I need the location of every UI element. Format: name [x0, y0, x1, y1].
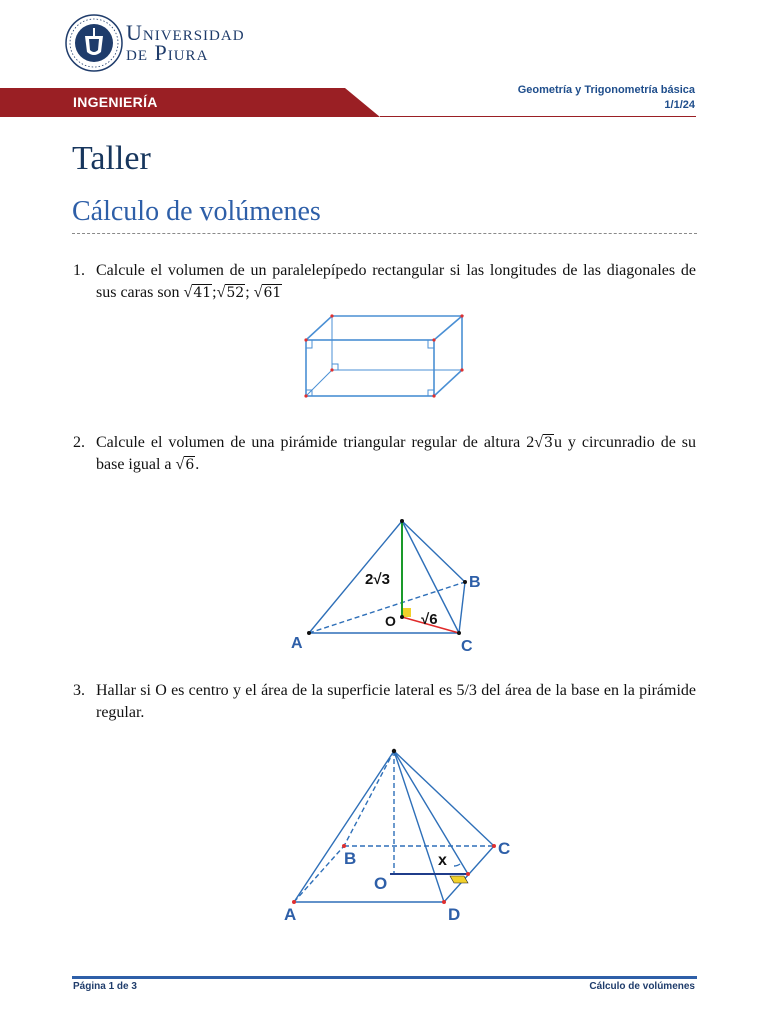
problem-2-statement-a: Calcule el volumen de una pirámide triangular regular de altura 2: [96, 434, 535, 451]
problem-2-text: [96, 432, 696, 476]
brand-name-line2: de Piura: [126, 40, 209, 65]
page-subtitle: Cálculo de volúmenes: [72, 196, 321, 227]
sqrt-6: √6: [175, 456, 195, 473]
separator: ;: [245, 284, 250, 301]
sqrt-41: √41: [183, 284, 212, 301]
course-date: 1/1/24: [664, 99, 695, 111]
page-title: Taller: [72, 140, 151, 177]
header-rule: [380, 116, 696, 117]
label-O: O: [385, 613, 396, 629]
problem-2-period: .: [195, 456, 200, 473]
footer-title: Cálculo de volúmenes: [589, 981, 695, 992]
subtitle-divider: [72, 233, 697, 234]
label-x: x: [438, 852, 447, 869]
problem-2-statement-b: u y circunradio de su base igual a: [96, 434, 697, 473]
label-B: B: [344, 849, 357, 868]
problem-2-number: 2.: [73, 434, 85, 451]
problem-1-number: 1.: [73, 262, 85, 279]
course-title: Geometría y Trigonometría básica: [517, 84, 695, 96]
problem-3-text: Hallar si O es centro y el área de la superficie lateral es 5/3 del área de la base en la pirámide regular.: [96, 682, 696, 721]
rectangular-prism-figure: [298, 308, 470, 403]
label-height: 2√3: [365, 571, 390, 588]
sqrt-61: √61: [253, 284, 282, 301]
triangular-pyramid-figure: [285, 486, 510, 656]
problem-3-number: 3.: [73, 682, 85, 699]
separator: ;: [212, 284, 217, 301]
page-number: Página 1 de 3: [73, 981, 137, 992]
university-seal-icon: [65, 14, 123, 72]
problem-1-text: [96, 260, 696, 304]
problem-1-statement: Calcule el volumen de un paralelepípedo rectangular si las longitudes de las diagonales de sus caras son: [96, 262, 696, 301]
label-C: C: [498, 839, 511, 858]
label-O: O: [374, 874, 388, 893]
label-C: C: [461, 638, 473, 655]
label-A: A: [284, 905, 297, 922]
footer-rule: [72, 976, 697, 979]
label-B: B: [469, 574, 481, 591]
label-D: D: [448, 905, 461, 922]
sqrt-3: √3: [534, 434, 553, 451]
label-A: A: [291, 635, 303, 652]
sqrt-52: √52: [216, 284, 245, 301]
brand-name-line1: Universidad: [126, 20, 245, 45]
faculty-label: INGENIERÍA: [73, 94, 158, 110]
faculty-band: [0, 88, 380, 117]
label-radius: √6: [421, 611, 438, 628]
square-pyramid-figure: [278, 740, 518, 922]
